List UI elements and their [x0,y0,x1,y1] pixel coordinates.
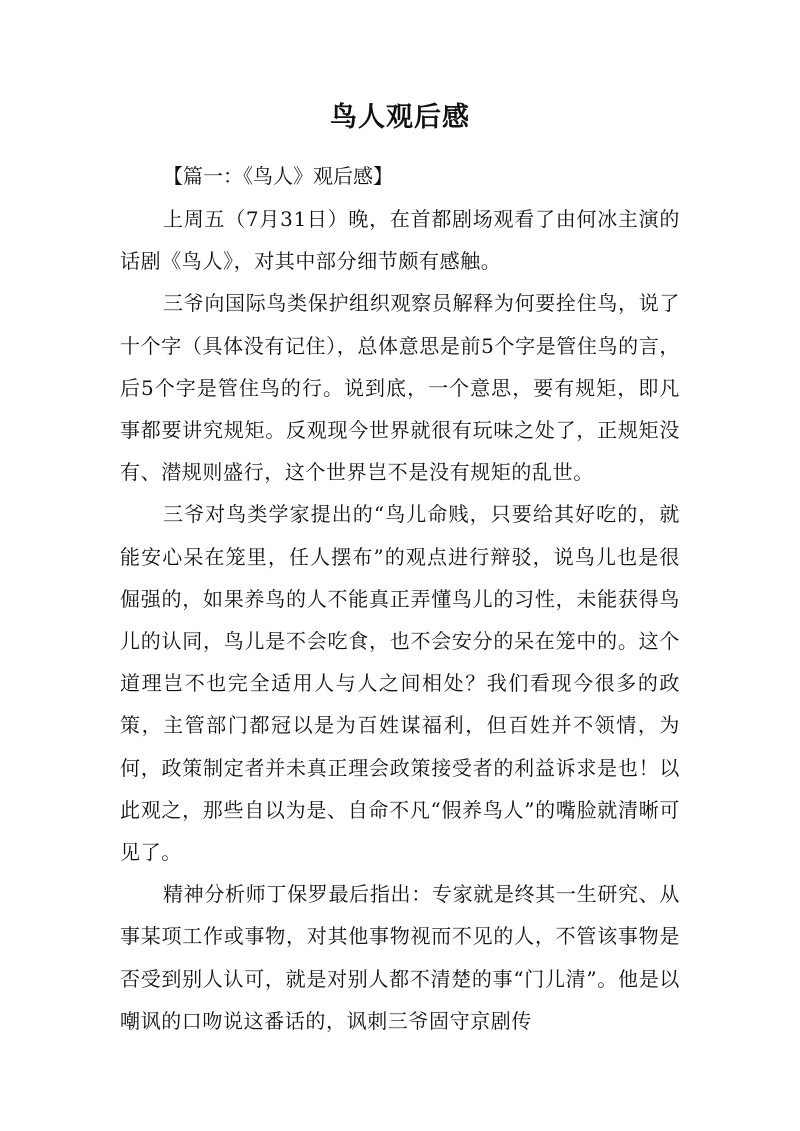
paragraph-2: 三爷向国际鸟类保护组织观察员解释为何要拴住鸟，说了十个字（具体没有记住），总体意思是前5个字是管住鸟的言，后5个字是管住鸟的行。说到底，一个意思，要有规矩，即凡事都要讲究规矩。反观现今世界就很有玩味之处了，正规矩没有、潜规则盛行，这个世界岂不是没有规矩的乱世。 [120,291,680,485]
paragraph-3: 三爷对鸟类学家提出的“鸟儿命贱，只要给其好吃的，就能安心呆在笼里，任人摆布”的观点进行辩驳，说鸟儿也是很倔强的，如果养鸟的人不能真正弄懂鸟儿的习性，未能获得鸟儿的认同，鸟儿是不会吃食，也不会安分的呆在笼中的。这个道理岂不也完全适用人与人之间相处？我们看现今很多的政策，主管部门都冠以是为百姓谋福利，但百姓并不领情，为何，政策制定者并未真正理会政策接受者的利益诉求是也！以此观之，那些自以为是、自命不凡“假养鸟人”的嘴脸就清晰可见了。 [120,502,680,865]
paragraph-1: 上周五（7月31日）晚，在首都剧场观看了由何冰主演的话剧《鸟人》，对其中部分细节颇有感触。 [120,207,680,274]
paragraph-4: 精神分析师丁保罗最后指出：专家就是终其一生研究、从事某项工作或事物，对其他事物视而不见的人，不管该事物是否受到别人认可，就是对别人都不清楚的事“门儿清”。他是以嘲讽的口吻说这番话的，讽刺三爷固守京剧传 [120,882,680,1033]
document-title: 鸟人观后感 [330,102,470,133]
section-heading: 【篇一：《鸟人》观后感】 [163,164,393,188]
